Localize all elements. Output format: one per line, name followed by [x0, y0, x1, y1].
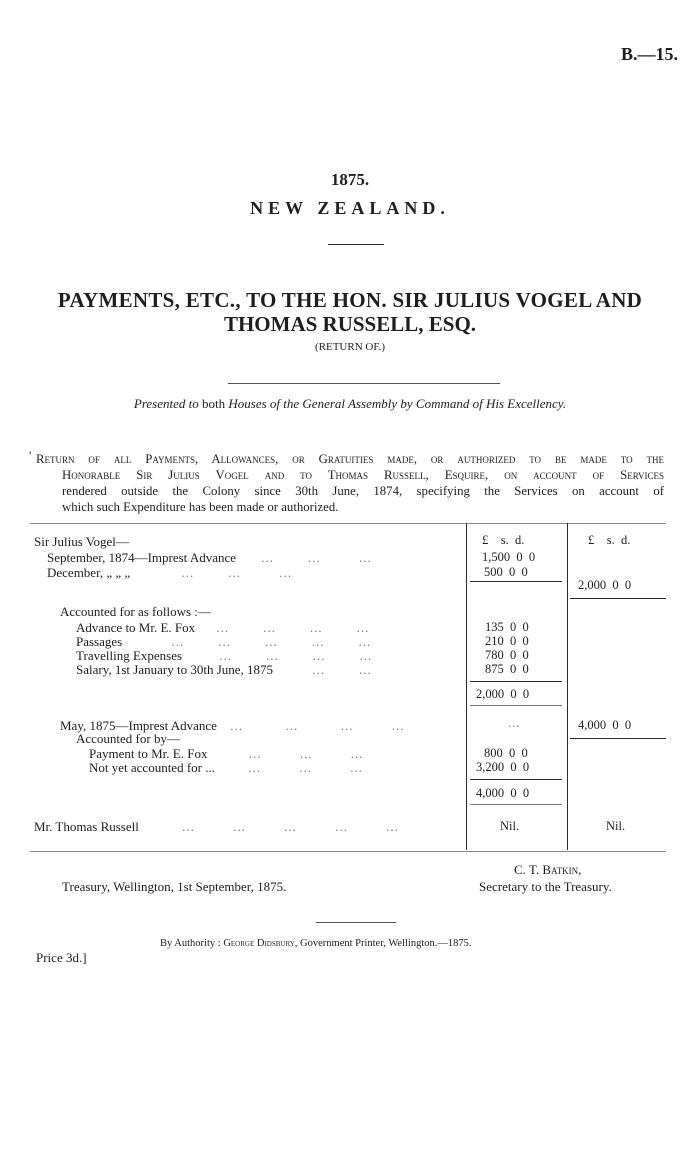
- table-top-rule: [30, 523, 666, 524]
- vogel-heading: Sir Julius Vogel—: [34, 534, 129, 549]
- russell-total: Nil.: [606, 819, 626, 833]
- row-label: Passages: [76, 634, 123, 649]
- table-divider-2: [567, 523, 568, 850]
- country: NEW ZEALAND.: [250, 198, 450, 218]
- row-label: May, 1875—Imprest Advance: [60, 718, 217, 733]
- presented-part-2: Houses of the General Assembly by Command of His Excellency.: [225, 396, 567, 411]
- year: 1875.: [330, 170, 370, 189]
- row-amount: 135 0 0: [485, 620, 529, 634]
- authority-rule: [316, 922, 396, 923]
- row-label: Payment to Mr. E. Fox: [89, 746, 208, 761]
- row-amount: 500 0 0: [484, 565, 528, 579]
- accounted-bottom-rule: [470, 705, 562, 706]
- subtitle: (RETURN OF.): [314, 341, 385, 353]
- title-rule: [328, 244, 384, 245]
- subtotal-right-rule: [570, 598, 666, 599]
- authority-prefix: By Authority :: [160, 938, 224, 949]
- table-divider-1: [466, 523, 467, 850]
- may-subtotal: 4,000 0 0: [476, 786, 530, 800]
- leader-dots: ... ...: [312, 662, 372, 677]
- treasury-date: Treasury, Wellington, 1st September, 1875.: [62, 879, 287, 894]
- leader-dots: ... ... ...: [248, 746, 364, 761]
- price: Price 3d.]: [36, 950, 87, 965]
- may-amount: ...: [508, 716, 521, 730]
- row-amount: 800 0 0: [484, 746, 528, 760]
- row-label: Travelling Expenses: [76, 648, 183, 663]
- return-line-1: Return of all Payments, Allowances, or Gratuities made, or authorized to be made to the: [36, 452, 664, 466]
- accounted-total: 2,000 0 0: [476, 687, 530, 701]
- authority-line: [160, 938, 472, 949]
- accounted-rule: [470, 681, 562, 682]
- leader-dots: ... ... ...: [248, 760, 363, 775]
- title-line-2: THOMAS RUSSELL, ESQ.: [223, 312, 477, 336]
- title-line-1: PAYMENTS, ETC., TO THE HON. SIR JULIUS VOGEL AND: [57, 288, 643, 312]
- row-amount: 1,500 0 0: [482, 550, 536, 564]
- accounted-by-heading: Accounted for by—: [76, 731, 180, 746]
- presented-line: [0, 396, 700, 412]
- leader-dots: ... ... ...: [181, 565, 292, 580]
- table-row: [47, 565, 292, 581]
- may-total-rule: [570, 738, 666, 739]
- leader-dots: ... ... ... ...: [216, 620, 370, 635]
- row-label: Salary, 1st January to 30th June, 1875: [76, 662, 274, 677]
- table-row: [47, 550, 372, 566]
- accounted-heading: Accounted for as follows :—: [60, 604, 211, 619]
- table-bottom-rule: [30, 851, 666, 852]
- currency-header-1: £ s. d.: [482, 533, 525, 547]
- row-amount: 210 0 0: [485, 634, 529, 648]
- leader-dots: ... ... ... ... ...: [182, 819, 399, 834]
- return-line-4: which such Expenditure has been made or authorized.: [62, 500, 339, 514]
- table-row: [89, 760, 363, 776]
- authority-suffix: , Government Printer, Wellington.—1875.: [294, 938, 472, 949]
- leader-dots: ... ... ... ...: [219, 648, 373, 663]
- subtotal-rule: [470, 581, 562, 582]
- table-row: [76, 662, 372, 678]
- may-subtotal-rule: [470, 779, 562, 780]
- return-line-3: rendered outside the Colony since 30th June, 1874, specifying the Services on account of: [62, 484, 664, 498]
- row-amount: 780 0 0: [485, 648, 529, 662]
- leader-dots: ... ... ...: [261, 550, 372, 565]
- signer-name: C. T. Batkin,: [514, 862, 582, 877]
- leader-dots: ... ... ... ... ...: [171, 634, 372, 649]
- row-label: September, 1874—Imprest Advance: [47, 550, 237, 565]
- may-subtotal-bottom-rule: [470, 804, 562, 805]
- paper-code: B.—15.: [620, 44, 678, 64]
- table-row: [34, 819, 399, 835]
- return-mark: ': [29, 448, 32, 463]
- currency-header-2: £ s. d.: [588, 533, 631, 547]
- row-label: December, „ „ „: [47, 565, 131, 580]
- row-amount: 875 0 0: [485, 662, 529, 676]
- subtotal-amount: 2,000 0 0: [578, 578, 632, 592]
- row-label: Advance to Mr. E. Fox: [76, 620, 196, 635]
- signer-title: Secretary to the Treasury.: [479, 879, 612, 894]
- row-label: Mr. Thomas Russell: [34, 819, 139, 834]
- presented-rule: [228, 383, 500, 384]
- may-total: 4,000 0 0: [578, 718, 632, 732]
- return-paragraph: [36, 451, 664, 515]
- printer-name: George Didsbury: [223, 938, 295, 949]
- row-amount: 3,200 0 0: [476, 760, 530, 774]
- russell-amount: Nil.: [500, 819, 520, 833]
- row-label: Not yet accounted for ...: [89, 760, 215, 775]
- return-line-2: Honorable Sir Julius Vogel and to Thomas Russell, Esquire, on account of Services: [62, 468, 664, 482]
- presented-both: both: [202, 396, 226, 411]
- presented-part-1: Presented to: [133, 396, 203, 411]
- leader-dots: ... ... ... ...: [230, 718, 405, 733]
